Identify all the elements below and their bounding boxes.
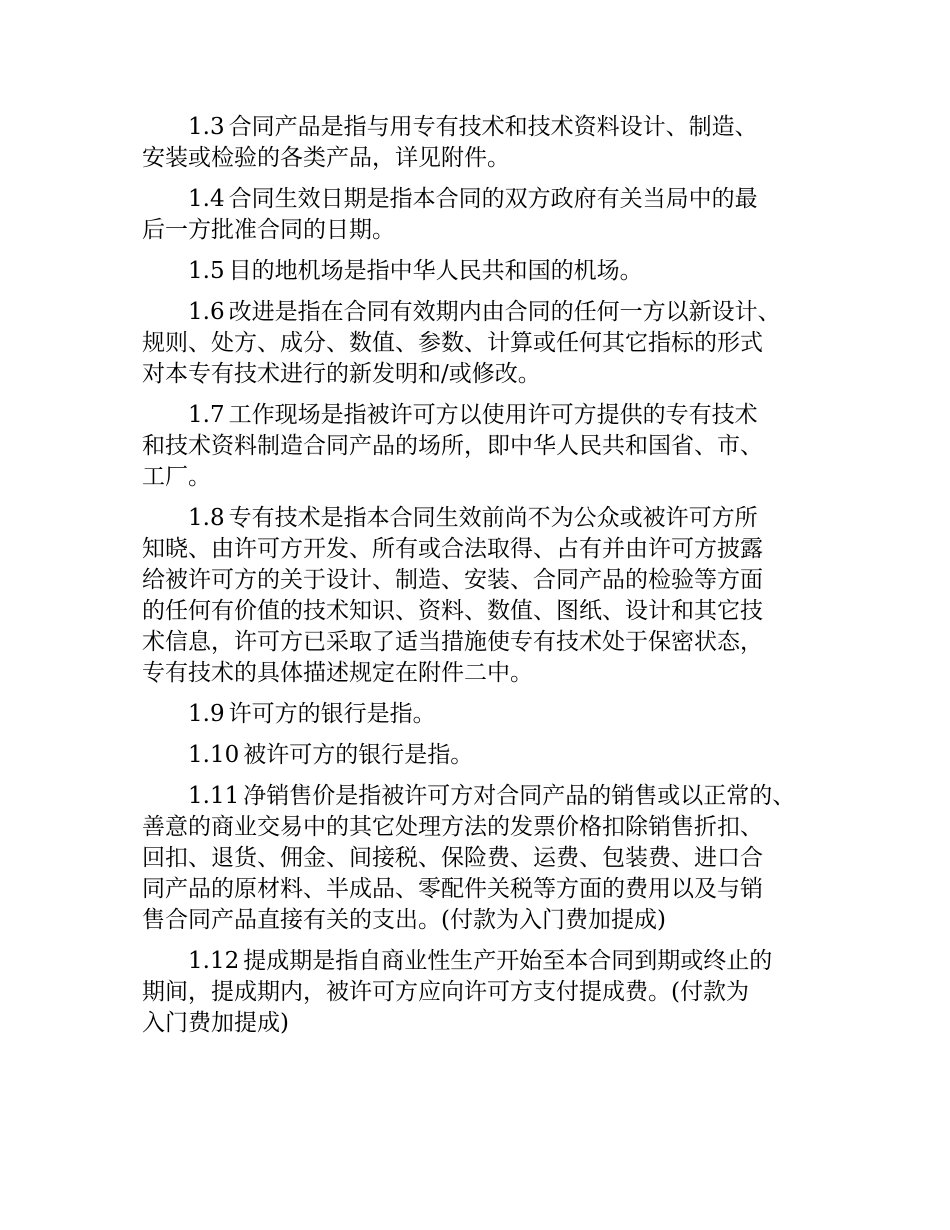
- clause-number: 1.10: [188, 742, 240, 768]
- clause-number: 1.4: [188, 186, 225, 212]
- clause-number: 1.9: [188, 701, 225, 727]
- clause-1-3: [142, 112, 832, 174]
- clause-number: 1.12: [188, 948, 240, 974]
- clause-number: 1.5: [188, 258, 225, 284]
- clause-text: 目的地机场是指中华人民共和国的机场。: [228, 258, 643, 284]
- clause-number: 1.11: [188, 783, 240, 809]
- clause-text: 被许可方的银行是指。: [243, 742, 474, 768]
- clause-1-11: [142, 781, 832, 936]
- clause-1-6: [142, 297, 832, 390]
- clause-number: 1.8: [188, 505, 225, 531]
- clause-text: 改进是指在合同有效期内由合同的任何一方以新设计、 规则、处方、成分、数值、参数、计算或任何其它指标的形式 对本专有技术进行的新发明和/或修改。: [142, 299, 781, 387]
- clause-text: 净销售价是指被许可方对合同产品的销售或以正常的、 善意的商业交易中的其它处理方法的发票价格扣除销售折扣、 回扣、退货、佣金、间接税、保险费、运费、包装费、进口合 同产品的原材料、半成品、零配件关税等方面的费用以及与销 售合同产品直接有关的支出。(付款为入门费加提成): [142, 783, 796, 933]
- clause-1-12: [142, 946, 832, 1039]
- clause-number: 1.3: [188, 114, 225, 140]
- clause-1-5: [142, 256, 832, 287]
- clause-1-10: [142, 740, 832, 771]
- clause-text: 提成期是指自商业性生产开始至本合同到期或终止的 期间，提成期内，被许可方应向许可方支付提成费。(付款为 入门费加提成): [142, 948, 773, 1036]
- clause-1-8: [142, 503, 832, 689]
- clause-1-4: [142, 184, 832, 246]
- clause-text: 合同生效日期是指本合同的双方政府有关当局中的最 后一方批准合同的日期。: [142, 186, 758, 243]
- clause-number: 1.7: [188, 402, 225, 428]
- clause-1-9: [142, 699, 832, 730]
- clause-number: 1.6: [188, 299, 225, 325]
- clause-text: 专有技术是指本合同生效前尚不为公众或被许可方所 知晓、由许可方开发、所有或合法取得、占有并由许可方披露 给被许可方的关于设计、制造、安装、合同产品的检验等方面 的任何有价值的技术知识、资料、数值、图纸、设计和其它技 术信息，许可方已采取了适当措施使专有技术处于保密状态， 专有技术的具体描述规定在附件二中。: [142, 505, 763, 686]
- clause-text: 许可方的银行是指。: [228, 701, 436, 727]
- clause-1-7: [142, 400, 832, 493]
- clause-text: 工作现场是指被许可方以使用许可方提供的专有技术 和技术资料制造合同产品的场所，即中华人民共和国省、市、 工厂。: [142, 402, 763, 490]
- clause-text: 合同产品是指与用专有技术和技术资料设计、制造、 安装或检验的各类产品，详见附件。: [142, 114, 758, 171]
- document-body: [142, 112, 832, 1049]
